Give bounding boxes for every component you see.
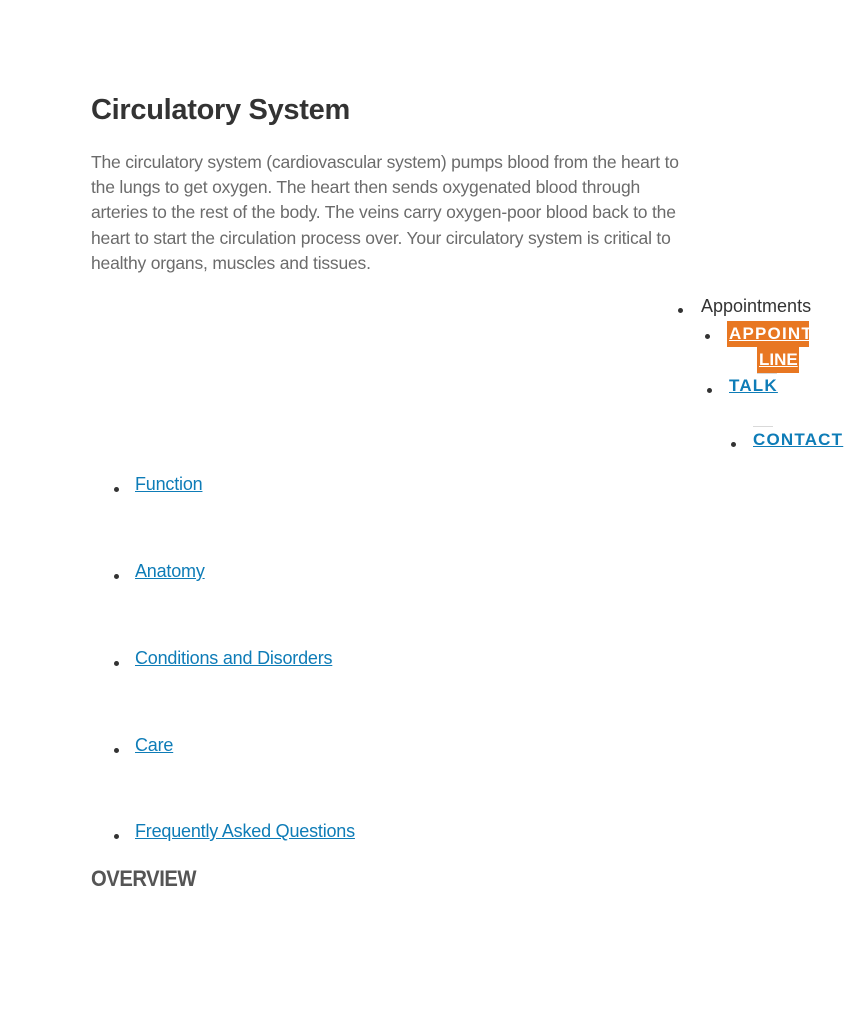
appointment-line-button-line2[interactable]: LINE <box>757 347 799 373</box>
overview-heading: OVERVIEW <box>91 866 197 891</box>
toc-link-conditions-and-disorders[interactable]: Conditions and Disorders <box>135 648 333 668</box>
page-title: Circulatory System <box>91 94 350 126</box>
appointment-line-button[interactable]: APPOINTMENT <box>727 321 809 347</box>
toc-bullet <box>114 834 119 839</box>
divider <box>753 426 773 427</box>
contact-link[interactable]: CONTACT <box>753 430 844 449</box>
toc-link-anatomy[interactable]: Anatomy <box>135 561 205 581</box>
toc-bullet <box>114 748 119 753</box>
appointment-button-bullet <box>705 334 710 339</box>
toc-bullet <box>114 487 119 492</box>
appointments-label: Appointments <box>701 296 812 316</box>
toc-link-care[interactable]: Care <box>135 735 174 755</box>
toc-bullet <box>114 574 119 579</box>
intro-paragraph: The circulatory system (cardiovascular system) pumps blood from the heart to the lungs to get oxygen. The heart then sends oxygenated blood through arteries to the rest of the body. The veins carry oxygen-poor blood back to the heart to start the circulation process over. Your circulatory system is critical to healthy organs, muscles and tissues. <box>91 152 679 273</box>
toc-bullet <box>114 661 119 666</box>
appointments-bullet <box>678 308 683 313</box>
toc-link-function[interactable]: Function <box>135 474 203 494</box>
contact-link-bullet <box>731 442 736 447</box>
talk-link[interactable]: TALK <box>729 376 778 395</box>
talk-link-bullet <box>707 388 712 393</box>
toc-link-faq[interactable]: Frequently Asked Questions <box>135 821 355 841</box>
divider <box>757 373 777 374</box>
